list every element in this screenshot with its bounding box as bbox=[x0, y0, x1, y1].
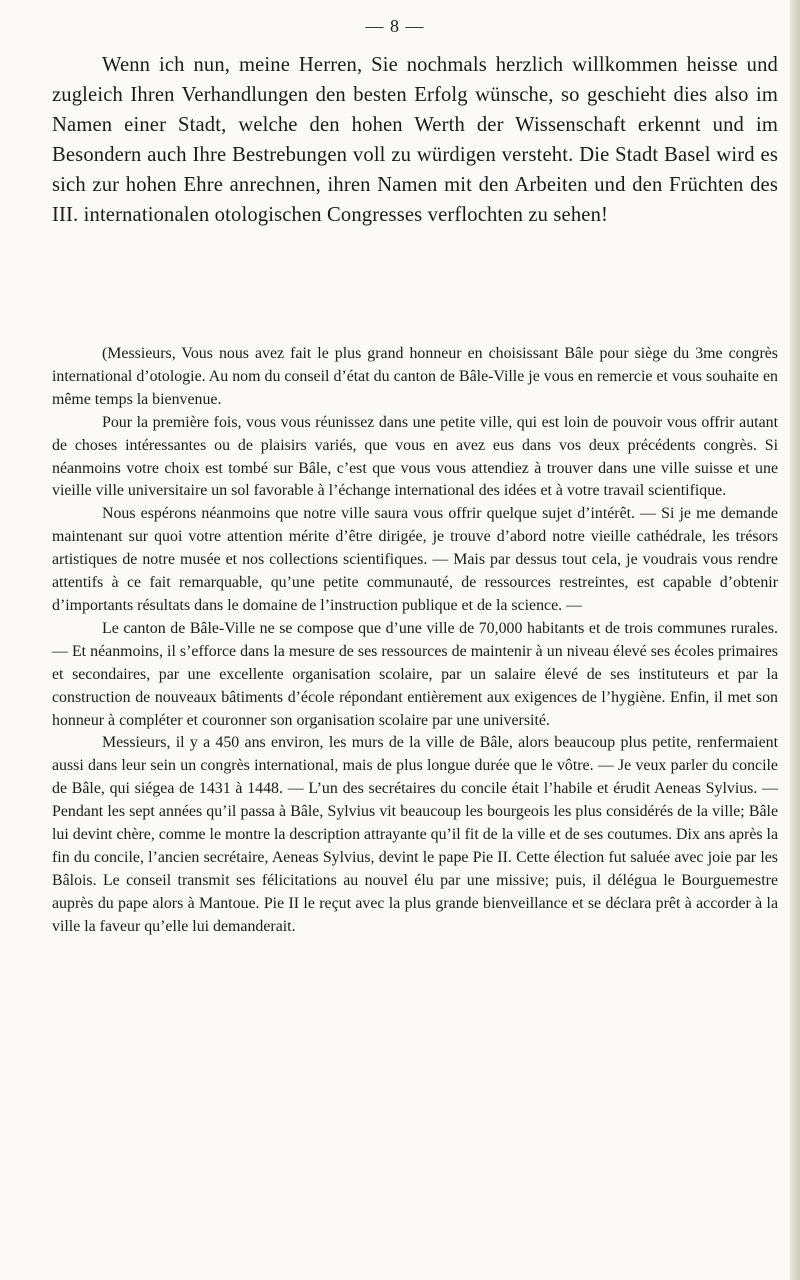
page-number: — 8 — bbox=[365, 16, 425, 36]
page-edge-shadow bbox=[790, 0, 800, 1280]
french-paragraph-4: Le canton de Bâle-Ville ne se compose que d’une ville de 70,000 habitants et de trois communes rurales. — Et néanmoins, il s’efforce dans la mesure de ses ressources de maintenir à un niveau élevé ses écoles primaires et secondaires, par une excellente organisation scolaire, par un salaire élevé de ses instituteurs et par la construction de nouveaux bâtiments d’école répondant entièrement aux exigences de l’hygiène. Enfin, il met son honneur à compléter et couronner son organisation scolaire par une université. bbox=[52, 619, 778, 729]
french-paragraph-1: (Messieurs, Vous nous avez fait le plus grand honneur en choisissant Bâle pour siège du 3me congrès international d’otologie. Au nom du conseil d’état du canton de Bâle-Ville je vous en remercie et vous souhaite en même temps la bienvenue. bbox=[52, 345, 778, 408]
french-section bbox=[52, 343, 778, 939]
german-paragraph: Wenn ich nun, meine Herren, Sie nochmals herzlich willkommen heisse und zugleich Ihren Verhandlungen den besten Erfolg wünsche, so geschieht dies also im Namen einer Stadt, welche den hohen Werth der Wissenschaft erkennt und im Besondern auch Ihre Bestrebungen voll zu würdigen versteht. Die Stadt Basel wird es sich zur hohen Ehre anrechnen, ihren Namen mit den Arbeiten und den Früchten des III. internationalen otologischen Congresses verflochten zu sehen! bbox=[52, 54, 778, 226]
french-paragraph-5: Messieurs, il y a 450 ans environ, les murs de la ville de Bâle, alors beaucoup plus petite, renfermaient aussi dans leur sein un congrès international, mais de plus longue durée que le vôtre. — Je veux parler du concile de Bâle, qui siégea de 1431 à 1448. — L’un des secrétaires du concile était l’habile et érudit Aeneas Sylvius. — Pendant les sept années qu’il passa à Bâle, Sylvius vit beaucoup les bourgeois les plus considérés de la ville; Bâle lui devint chère, comme le montre la description attrayante qu’il fit de la ville et de ses coutumes. Dix ans après la fin du concile, l’ancien secrétaire, Aeneas Sylvius, devint le pape Pie II. Cette élection fut saluée avec joie par les Bâlois. Le conseil transmit ses félicitations au nouvel élu par une missive; puis, il délégua le Bourguemestre auprès du pape alors à Mantoue. Pie II le reçut avec la plus grande bienveillance et se déclara prêt à accorder à la ville la faveur qu’elle lui demanderait. bbox=[52, 734, 778, 935]
french-paragraph-3: Nous espérons néanmoins que notre ville saura vous offrir quelque sujet d’intérêt. — Si je me demande maintenant sur quoi votre attention mérite d’être dirigée, je trouve d’abord notre vieille cathédrale, les trésors artistiques de notre musée et nos collections scientifiques. — Mais par dessus tout cela, je voudrais vous rendre attentifs à ce fait remarquable, qu’une petite communauté, de ressources restreintes, est capable d’obtenir d’importants résultats dans le domaine de l’instruction publique et de la science. — bbox=[52, 505, 778, 614]
french-paragraph-2: Pour la première fois, vous vous réunissez dans une petite ville, qui est loin de pouvoir vous offrir autant de choses intéressantes ou de plaisirs variés, que vous en avez eus dans vos deux précédents congrès. Si néanmoins votre choix est tombé sur Bâle, c’est que vous vous attendiez à trouver dans une ville suisse et une vieille ville universitaire un sol favorable à l’échange international des idées et à votre travail scientifique. bbox=[52, 413, 778, 500]
